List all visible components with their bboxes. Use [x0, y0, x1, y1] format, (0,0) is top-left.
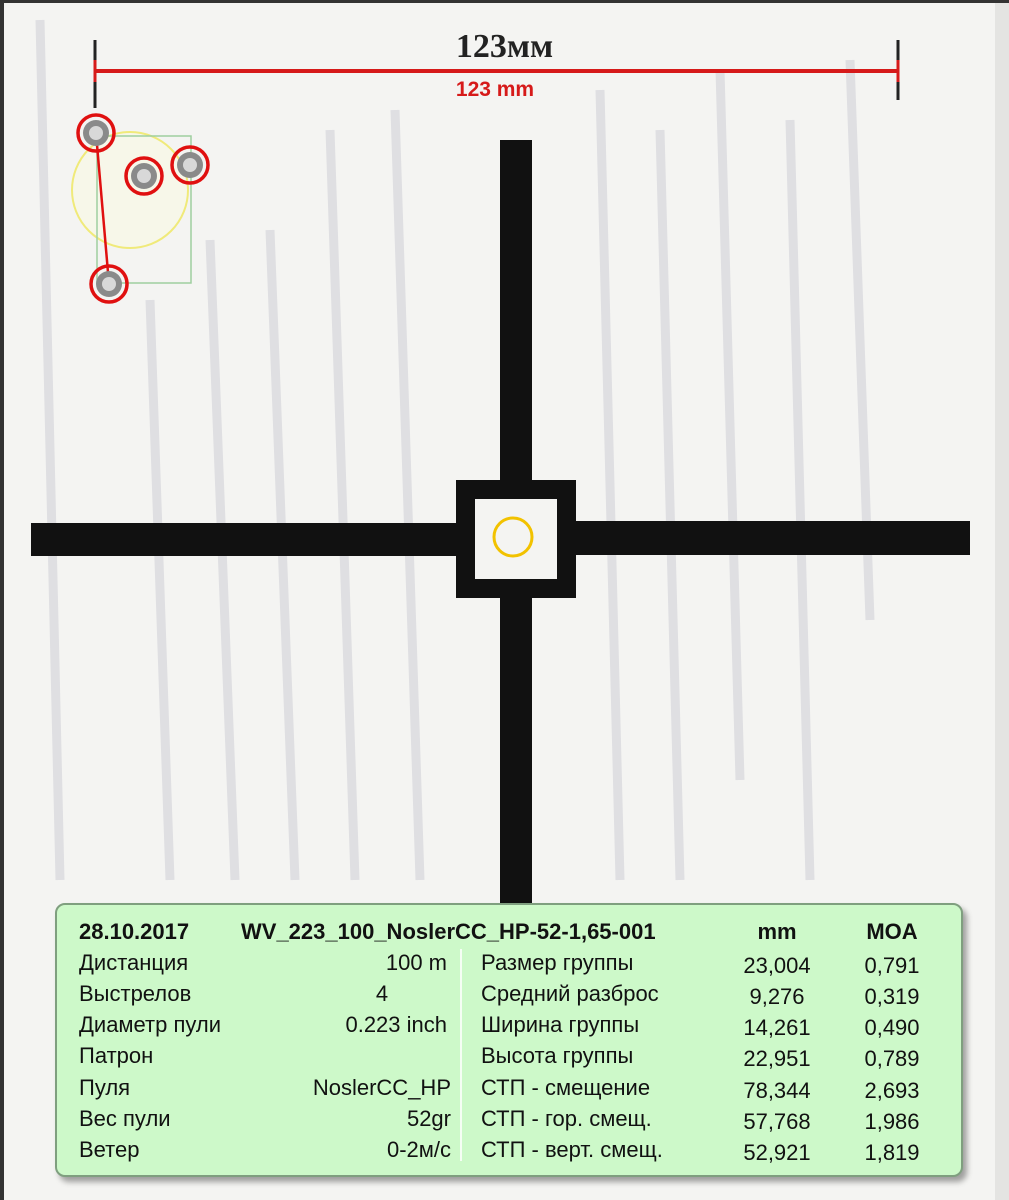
session-date: 28.10.2017 — [79, 919, 190, 944]
stat-label: Размер группы — [481, 950, 634, 975]
param-label: Выстрелов — [79, 981, 192, 1006]
stat-moa: 0,490 — [864, 1015, 920, 1040]
scan-edge-right — [995, 0, 1009, 1200]
stat-moa: 1,819 — [864, 1140, 920, 1165]
scan-edge-left — [0, 0, 4, 1200]
bullet-hole — [172, 147, 208, 183]
panel-divider — [460, 949, 462, 1161]
stat-moa: 0,789 — [864, 1046, 920, 1071]
column-header-moa: MOA — [866, 919, 918, 944]
stat-label: СТП - смещение — [481, 1075, 651, 1100]
param-label: Вес пули — [79, 1106, 171, 1131]
shot-info-panel — [55, 903, 963, 1177]
reticle-right-bar — [575, 521, 970, 555]
stat-label: Ширина группы — [481, 1012, 640, 1037]
bullet-hole — [126, 158, 162, 194]
param-value: 4 — [375, 981, 389, 1006]
stat-mm: 14,261 — [743, 1015, 811, 1040]
stat-mm: 78,344 — [743, 1078, 811, 1103]
stat-label: СТП - гор. смещ. — [481, 1106, 652, 1131]
param-value: 100 m — [385, 950, 447, 975]
param-label: Дистанция — [79, 950, 189, 975]
stat-moa: 2,693 — [864, 1078, 920, 1103]
stat-label: Средний разброс — [481, 981, 659, 1006]
stat-label: Высота группы — [481, 1043, 634, 1068]
param-value: 52gr — [406, 1106, 451, 1131]
param-value: 0-2м/с — [386, 1137, 451, 1162]
stat-label: СТП - верт. смещ. — [481, 1137, 663, 1162]
bullet-hole — [91, 266, 127, 302]
scale-label-bottom: 123 mm — [455, 78, 535, 101]
stat-moa: 1,986 — [864, 1109, 920, 1134]
param-value: NoslerCC_HP — [312, 1075, 451, 1100]
reticle-left-bar — [31, 523, 458, 556]
scale-label-top: 123мм — [455, 28, 554, 65]
bullet-hole — [78, 115, 114, 151]
param-label: Диаметр пули — [79, 1012, 222, 1037]
param-label: Патрон — [79, 1043, 154, 1068]
stat-mm: 52,921 — [743, 1140, 811, 1165]
stat-mm: 23,004 — [743, 953, 811, 978]
param-label: Пуля — [79, 1075, 131, 1100]
column-header-mm: mm — [757, 919, 797, 944]
session-name: WV_223_100_NoslerCC_HP-52-1,65-001 — [241, 919, 656, 944]
param-value: 0.223 inch — [345, 1012, 447, 1037]
scan-edge-top — [0, 0, 1009, 3]
reticle-center-window — [475, 499, 557, 579]
stat-mm: 22,951 — [743, 1046, 811, 1071]
stat-mm: 57,768 — [743, 1109, 811, 1134]
reticle-top-bar — [500, 140, 532, 481]
stat-moa: 0,791 — [864, 953, 920, 978]
reticle-bottom-bar — [500, 597, 532, 907]
stat-moa: 0,319 — [864, 984, 920, 1009]
stat-mm: 9,276 — [749, 984, 805, 1009]
param-label: Ветер — [79, 1137, 140, 1162]
